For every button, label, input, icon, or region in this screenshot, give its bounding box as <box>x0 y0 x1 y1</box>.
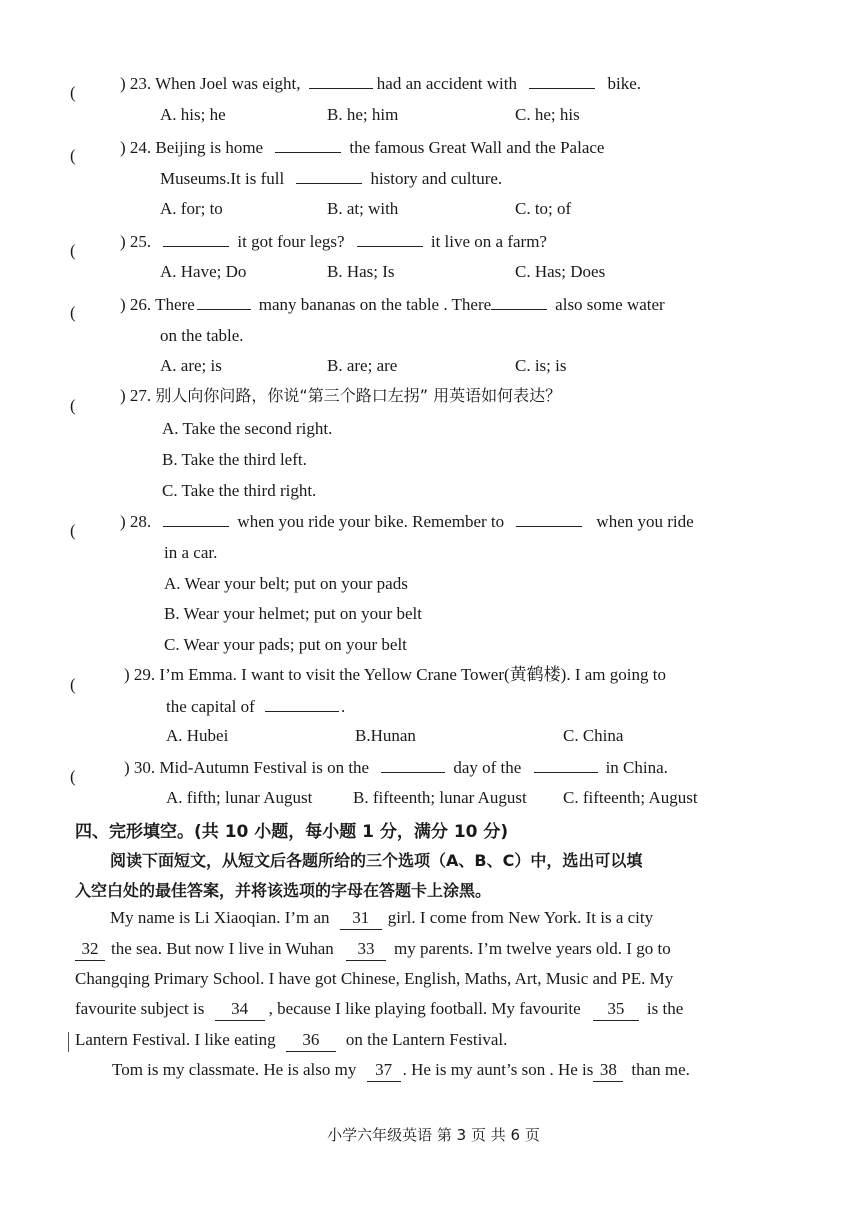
answer-paren: ( <box>70 303 76 322</box>
answer-paren: ( <box>70 146 76 165</box>
cloze-blank: 36 <box>286 1029 336 1052</box>
blank <box>197 293 251 310</box>
page-footer: 小学六年级英语 第 3 页 共 6 页 <box>327 1126 540 1144</box>
blank <box>357 230 423 247</box>
blank <box>163 510 229 527</box>
option-c: C. Has; Does <box>515 262 606 281</box>
answer-paren: ( <box>70 396 76 415</box>
cloze-blank: 33 <box>346 938 386 961</box>
question-26-stem: ) 26. There many bananas on the table . There also some water <box>120 295 665 314</box>
option-a: A. for; to <box>160 199 223 218</box>
question-30-stem: ) 30. Mid-Autumn Festival is on the day of the in China. <box>124 758 668 777</box>
question-28-stem: ) 28. when you ride your bike. Remember to when you ride <box>120 512 694 531</box>
blank <box>529 72 595 89</box>
option-c: C. fifteenth; August <box>563 788 698 807</box>
option-c: C. he; his <box>515 105 580 124</box>
answer-paren: ( <box>70 767 76 786</box>
question-29-line2: the capital of . <box>166 697 346 716</box>
blank <box>275 136 341 153</box>
option-a: A. fifth; lunar August <box>166 788 313 807</box>
option-c: C. Wear your pads; put on your belt <box>164 635 407 654</box>
option-a: A. his; he <box>160 105 226 124</box>
option-c: C. China <box>563 726 624 745</box>
option-b: B. fifteenth; lunar August <box>353 788 527 807</box>
blank <box>265 695 339 712</box>
answer-paren: ( <box>70 83 76 102</box>
option-a: A. Have; Do <box>160 262 247 281</box>
option-b: B. Has; Is <box>327 262 395 281</box>
blank <box>491 293 547 310</box>
option-c: C. Take the third right. <box>162 481 317 500</box>
answer-paren: ( <box>70 675 76 694</box>
passage-line: 32 the sea. But now I live in Wuhan 33 my parents. I’m twelve years old. I go to <box>75 938 671 961</box>
answer-paren: ( <box>70 241 76 260</box>
blank <box>381 756 445 773</box>
section-title: 四、完形填空。(共 10 小题，每小题 1 分，满分 10 分) <box>75 822 509 842</box>
question-24-line2: Museums.It is full history and culture. <box>160 169 503 188</box>
option-b: B. Wear your helmet; put on your belt <box>164 604 422 623</box>
question-26-line2: on the table. <box>160 326 244 345</box>
passage-line: My name is Li Xiaoqian. I’m an 31 girl. I come from New York. It is a city <box>110 907 653 930</box>
blank <box>296 167 362 184</box>
cloze-blank: 35 <box>593 998 639 1021</box>
question-28-line2: in a car. <box>164 543 218 562</box>
option-c: C. to; of <box>515 199 572 218</box>
cloze-blank: 34 <box>215 998 265 1021</box>
option-b: B. he; him <box>327 105 399 124</box>
passage-line: Lantern Festival. I like eating 36 on the Lantern Festival. <box>75 1029 507 1052</box>
section-instructions: 入空白处的最佳答案，并将该选项的字母在答题卡上涂黑。 <box>75 881 492 900</box>
cloze-blank: 31 <box>340 907 382 930</box>
cloze-blank: 38 <box>593 1059 623 1082</box>
question-27-stem: ) 27. 别人向你问路，你说“第三个路口左拐” 用英语如何表达？ <box>120 386 562 405</box>
blank <box>534 756 598 773</box>
question-23-stem: ) 23. When Joel was eight, had an accident with bike. <box>120 74 642 93</box>
blank <box>516 510 582 527</box>
cloze-blank: 32 <box>75 938 105 961</box>
blank <box>163 230 229 247</box>
cloze-blank: 37 <box>367 1059 401 1082</box>
question-25-stem: ) 25. it got four legs? it live on a farm? <box>120 232 547 251</box>
option-b: B.Hunan <box>355 726 416 745</box>
question-29-stem: ) 29. I’m Emma. I want to visit the Yellow Crane Tower(黄鹤楼). I am going to <box>124 665 666 684</box>
option-a: A. are; is <box>160 356 222 375</box>
answer-paren: ( <box>70 521 76 540</box>
section-instructions: 阅读下面短文，从短文后各题所给的三个选项（A、B、C）中，选出可以填 <box>110 851 643 870</box>
option-b: B. at; with <box>327 199 399 218</box>
question-24-stem: ) 24. Beijing is home the famous Great Wall and the Palace <box>120 138 605 157</box>
option-b: B. are; are <box>327 356 398 375</box>
margin-mark <box>68 1032 69 1052</box>
option-a: A. Take the second right. <box>162 419 333 438</box>
option-a: A. Hubei <box>166 726 229 745</box>
passage-line: Tom is my classmate. He is also my 37 . He is my aunt’s son . He is 38 than me. <box>112 1059 690 1082</box>
passage-line: Changqing Primary School. I have got Chinese, English, Maths, Art, Music and PE. My <box>75 969 674 988</box>
blank <box>309 72 373 89</box>
passage-line: favourite subject is 34 , because I like playing football. My favourite 35 is the <box>75 998 683 1021</box>
option-a: A. Wear your belt; put on your pads <box>164 574 408 593</box>
option-b: B. Take the third left. <box>162 450 307 469</box>
option-c: C. is; is <box>515 356 567 375</box>
